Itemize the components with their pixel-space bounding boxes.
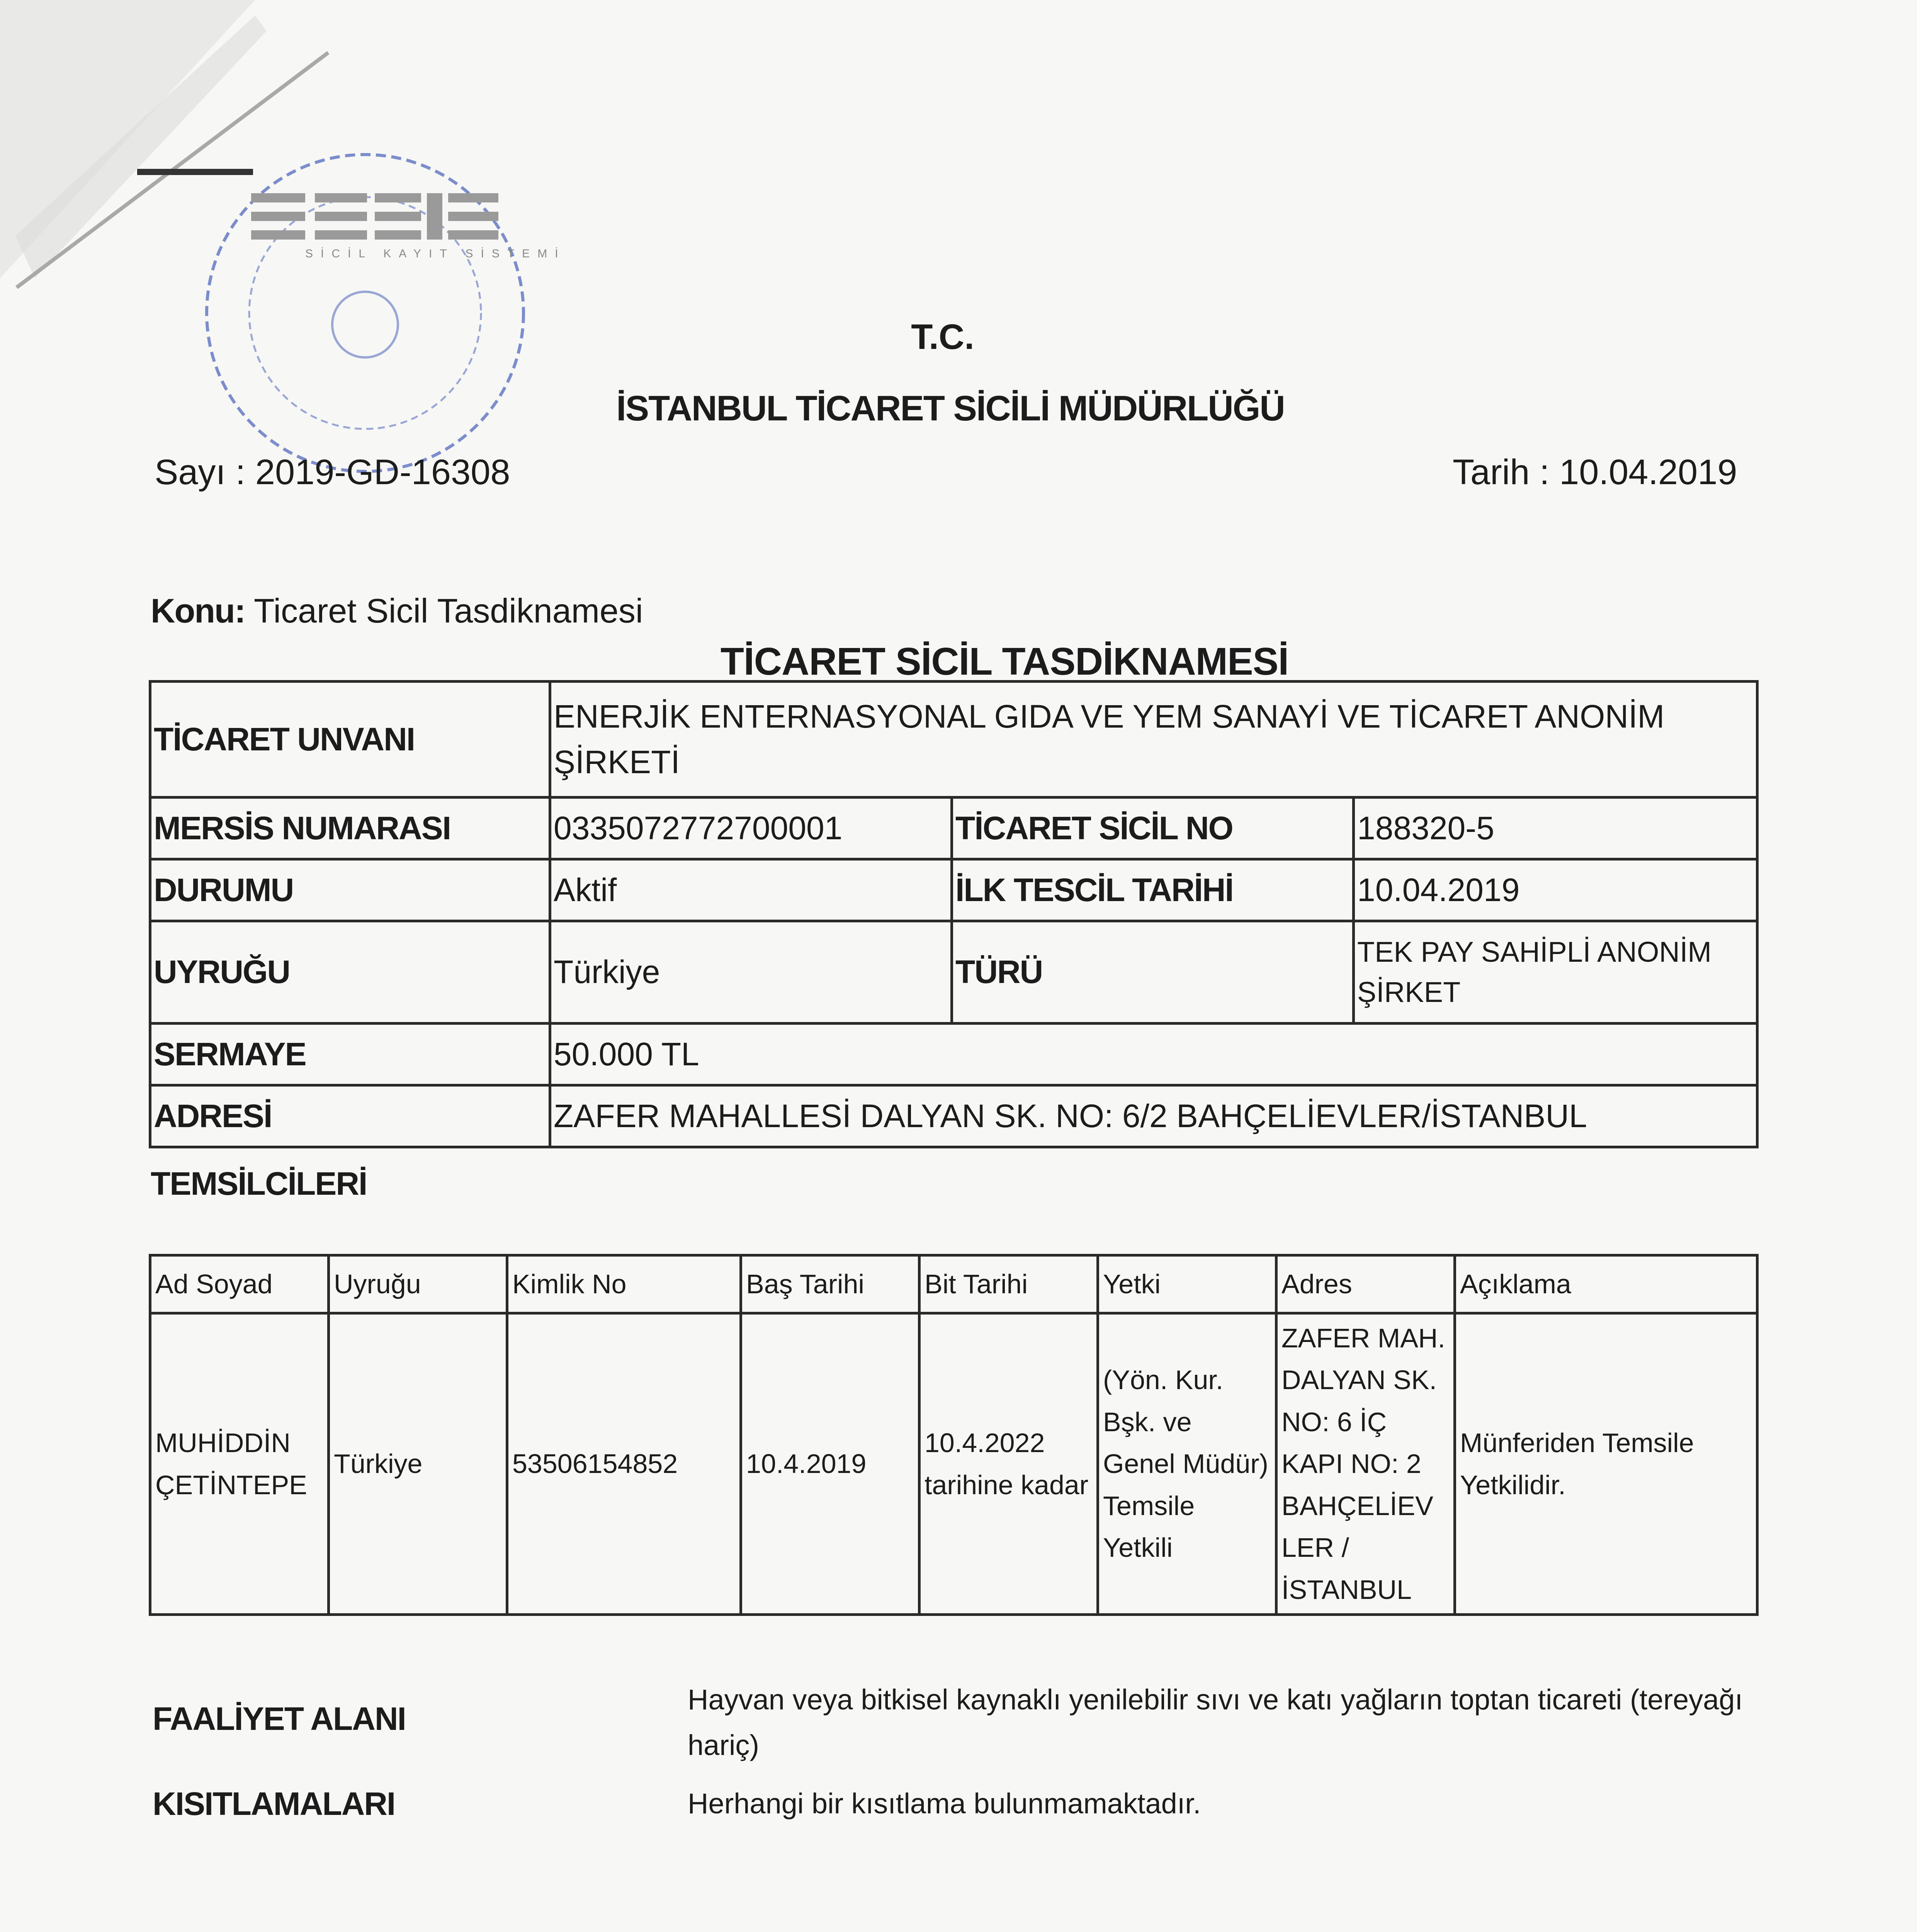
sicil-no-value: 188320-5 bbox=[1354, 798, 1757, 859]
table-row bbox=[150, 1313, 1757, 1615]
column-header: Kimlik No bbox=[507, 1255, 741, 1313]
rep-nationality: Türkiye bbox=[329, 1313, 507, 1615]
rep-start-date: 10.4.2019 bbox=[741, 1313, 919, 1615]
durum-value: Aktif bbox=[550, 859, 952, 921]
row-uyruk bbox=[150, 921, 1757, 1024]
document-title: TİCARET SİCİL TASDİKNAMESİ bbox=[720, 640, 1289, 683]
mersis-value: 0335072772700001 bbox=[550, 798, 952, 859]
document-date: Tarih : 10.04.2019 bbox=[1453, 452, 1737, 492]
durum-label: DURUMU bbox=[150, 859, 550, 921]
restrictions-value: Herhangi bir kısıtlama bulunmamaktadır. bbox=[688, 1787, 1201, 1820]
rep-end-date: 10.4.2022 tarihine kadar bbox=[919, 1313, 1098, 1615]
uyruk-label: UYRUĞU bbox=[150, 921, 550, 1024]
column-header: Açıklama bbox=[1455, 1255, 1757, 1313]
sicil-no-label: TİCARET SİCİL NO bbox=[952, 798, 1354, 859]
column-header: Uyruğu bbox=[329, 1255, 507, 1313]
rep-address: ZAFER MAH. DALYAN SK. NO: 6 İÇ KAPI NO: 2 BAHÇELİEV LER / İSTANBUL bbox=[1276, 1313, 1455, 1615]
column-header: Bit Tarihi bbox=[919, 1255, 1098, 1313]
unvan-label: TİCARET UNVANI bbox=[150, 682, 550, 798]
representatives-header-row bbox=[150, 1255, 1757, 1313]
column-header: Adres bbox=[1276, 1255, 1455, 1313]
mersis-label: MERSİS NUMARASI bbox=[150, 798, 550, 859]
subject-value: Ticaret Sicil Tasdiknamesi bbox=[245, 592, 643, 630]
subject-label: Konu: bbox=[151, 592, 245, 630]
sermaye-value: 50.000 TL bbox=[550, 1024, 1757, 1085]
mersis-stamp bbox=[170, 147, 580, 502]
activity-value: Hayvan veya bitkisel kaynaklı yenilebilir sıvı ve katı yağların toptan ticareti (tereyağı hariç) bbox=[688, 1684, 1743, 1762]
row-unvan bbox=[150, 682, 1757, 798]
office-title: İSTANBUL TİCARET SİCİLİ MÜDÜRLÜĞÜ bbox=[616, 389, 1285, 428]
column-header: Yetki bbox=[1098, 1255, 1276, 1313]
rep-note: Münferiden Temsile Yetkilidir. bbox=[1455, 1313, 1757, 1615]
row-adres bbox=[150, 1085, 1757, 1147]
subject-line bbox=[151, 591, 643, 631]
company-info-table bbox=[149, 680, 1759, 1148]
tur-label: TÜRÜ bbox=[952, 921, 1354, 1024]
uyruk-value: Türkiye bbox=[550, 921, 952, 1024]
tur-value: TEK PAY SAHİPLİ ANONİM ŞİRKET bbox=[1354, 921, 1757, 1024]
activity-label: FAALİYET ALANI bbox=[153, 1701, 406, 1737]
sermaye-label: SERMAYE bbox=[150, 1024, 550, 1085]
row-durum bbox=[150, 859, 1757, 921]
adres-value: ZAFER MAHALLESİ DALYAN SK. NO: 6/2 BAHÇELİEVLER/İSTANBUL bbox=[550, 1085, 1757, 1147]
header-tc: T.C. bbox=[911, 317, 974, 357]
rep-authority: (Yön. Kur. Bşk. ve Genel Müdür) Temsile Yetkili bbox=[1098, 1313, 1276, 1615]
row-mersis bbox=[150, 798, 1757, 859]
representatives-heading: TEMSİLCİLERİ bbox=[151, 1165, 367, 1202]
document-number: Sayı : 2019-GD-16308 bbox=[155, 452, 510, 492]
unvan-value: ENERJİK ENTERNASYONAL GIDA VE YEM SANAYİ VE TİCARET ANONİM ŞİRKETİ bbox=[550, 682, 1757, 798]
column-header: Baş Tarihi bbox=[741, 1255, 919, 1313]
representatives-table bbox=[149, 1254, 1759, 1616]
restrictions-label: KISITLAMALARI bbox=[153, 1786, 395, 1822]
rep-id-number: 53506154852 bbox=[507, 1313, 741, 1615]
tescil-value: 10.04.2019 bbox=[1354, 859, 1757, 921]
adres-label: ADRESİ bbox=[150, 1085, 550, 1147]
column-header: Ad Soyad bbox=[150, 1255, 329, 1313]
row-sermaye bbox=[150, 1024, 1757, 1085]
logo-tagline: SİCİL KAYIT SİSTEMİ bbox=[305, 247, 566, 260]
tescil-label: İLK TESCİL TARİHİ bbox=[952, 859, 1354, 921]
rep-name: MUHİDDİN ÇETİNTEPE bbox=[150, 1313, 329, 1615]
